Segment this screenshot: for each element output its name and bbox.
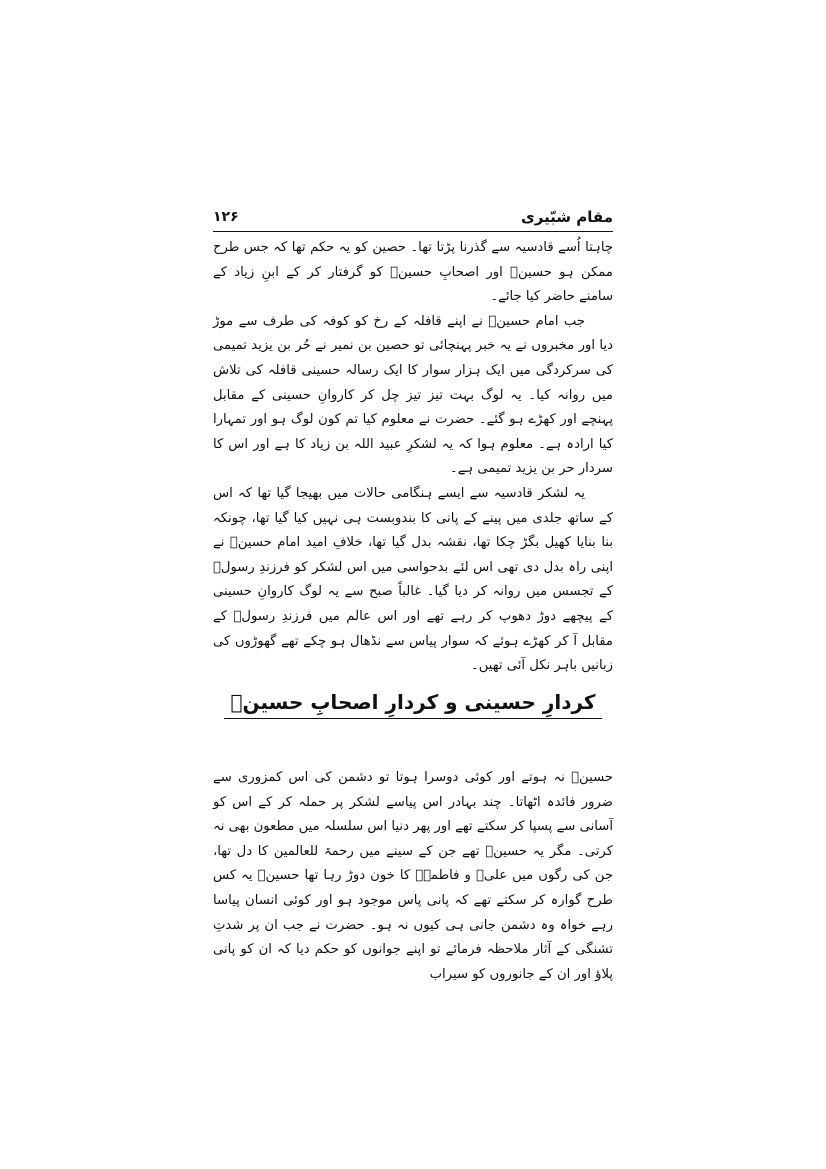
paragraph: چاہتا اُسے قادسیہ سے گذرنا پڑتا تھا۔ حصین کو یہ حکم تھا کہ جس طرح ممکن ہو حسینؑ اور اصحابِ حسینؑ کو گرفتار کر کے ابنِ زیاد کے سامنے حاضر کیا جائے۔ [213, 240, 613, 305]
section-heading-text: کردارِ حسینی و کردارِ اصحابِ حسینؑ [224, 688, 601, 719]
paragraph: یہ لشکر قادسیہ سے ایسے ہنگامی حالات میں بھیجا گیا تھا کہ اس کے ساتھ جلدی میں پینے کے پانی کا بندوبست ہی نہیں کیا گیا تھا، چونکہ بنا بنایا کھیل بگڑ چکا تھا، نقشہ بدل گیا تھا، خلافِ امید امام حسینؑ نے اپنی راہ بدل دی تھی اس لئے بدحواسی میں اس لشکر کو فرزندِ رسولؐ کے تجسس میں روانہ کر دیا گیا۔ غالباً صبح سے یہ لوگ کاروانِ حسینی کے پیچھے دوڑ دھوپ کر رہے تھے اور اس عالم میں فرزندِ رسولؐ کے مقابل آ کر کھڑے ہوئے کہ سوار پیاس سے نڈھال ہو چکے تھے گھوڑوں کی زبانیں باہر نکل آئی تھیں۔ [213, 485, 613, 674]
running-title: مقام شبّیری [520, 208, 613, 226]
section-heading [213, 688, 613, 722]
header-rule [213, 231, 613, 232]
page-header [213, 206, 613, 230]
paragraph: جب امام حسینؑ نے اپنے قافلہ کے رخ کو کوفہ کی طرف سے موڑ دیا اور مخبروں نے یہ خبر پہنچائی تو حصین بن نمیر نے حُر بن یزید تمیمی کی سرکردگی میں ایک ہزار سوار کا ایک رسالہ حسینی قافلہ کی تلاش میں روانہ کیا۔ یہ لوگ بہت تیز تیز چل کر کاروانِ حسینی کے مقابل پہنچے اور کھڑے ہو گئے۔ حضرت نے معلوم کیا تم کون لوگ ہو اور تمہارا کیا ارادہ ہے۔ معلوم ہوا کہ یہ لشکرِ عبید اللہ بن زیاد کا ہے اور اس کا سردار حر بن یزید تمیمی ہے۔ [213, 313, 613, 477]
page-number: ۱۲۶ [213, 209, 239, 225]
body-text-upper [213, 236, 613, 679]
paragraph: حسینؑ نہ ہوتے اور کوئی دوسرا ہوتا تو دشمن کی اس کمزوری سے ضرور فائدہ اٹھاتا۔ چند بہادر اس پیاسے لشکر پر حملہ کر کے اس کو آسانی سے پسپا کر سکتے تھے اور پھر دنیا اس سلسلہ میں مطعون بھی نہ کرتی۔ مگر یہ حسینؑ تھے جن کے سینے میں رحمۃ للعالمین کا دل تھا، جن کی رگوں میں علیؑ و فاطمہؑ کا خون دوڑ رہا تھا حسینؑ یہ کس طرح گوارہ کر سکتے تھے کہ پانی پاس موجود ہو اور کوئی انسان پیاسا رہے خواہ وہ دشمن جانی ہی کیوں نہ ہو۔ حضرت نے جب ان پر شدتِ تشنگی کے آثار ملاحظہ فرمائے تو اپنے جوانوں کو حکم دیا کہ ان کو پانی پلاؤ اور ان کے جانوروں کو سیراب [213, 770, 613, 982]
body-text-lower [213, 766, 613, 987]
